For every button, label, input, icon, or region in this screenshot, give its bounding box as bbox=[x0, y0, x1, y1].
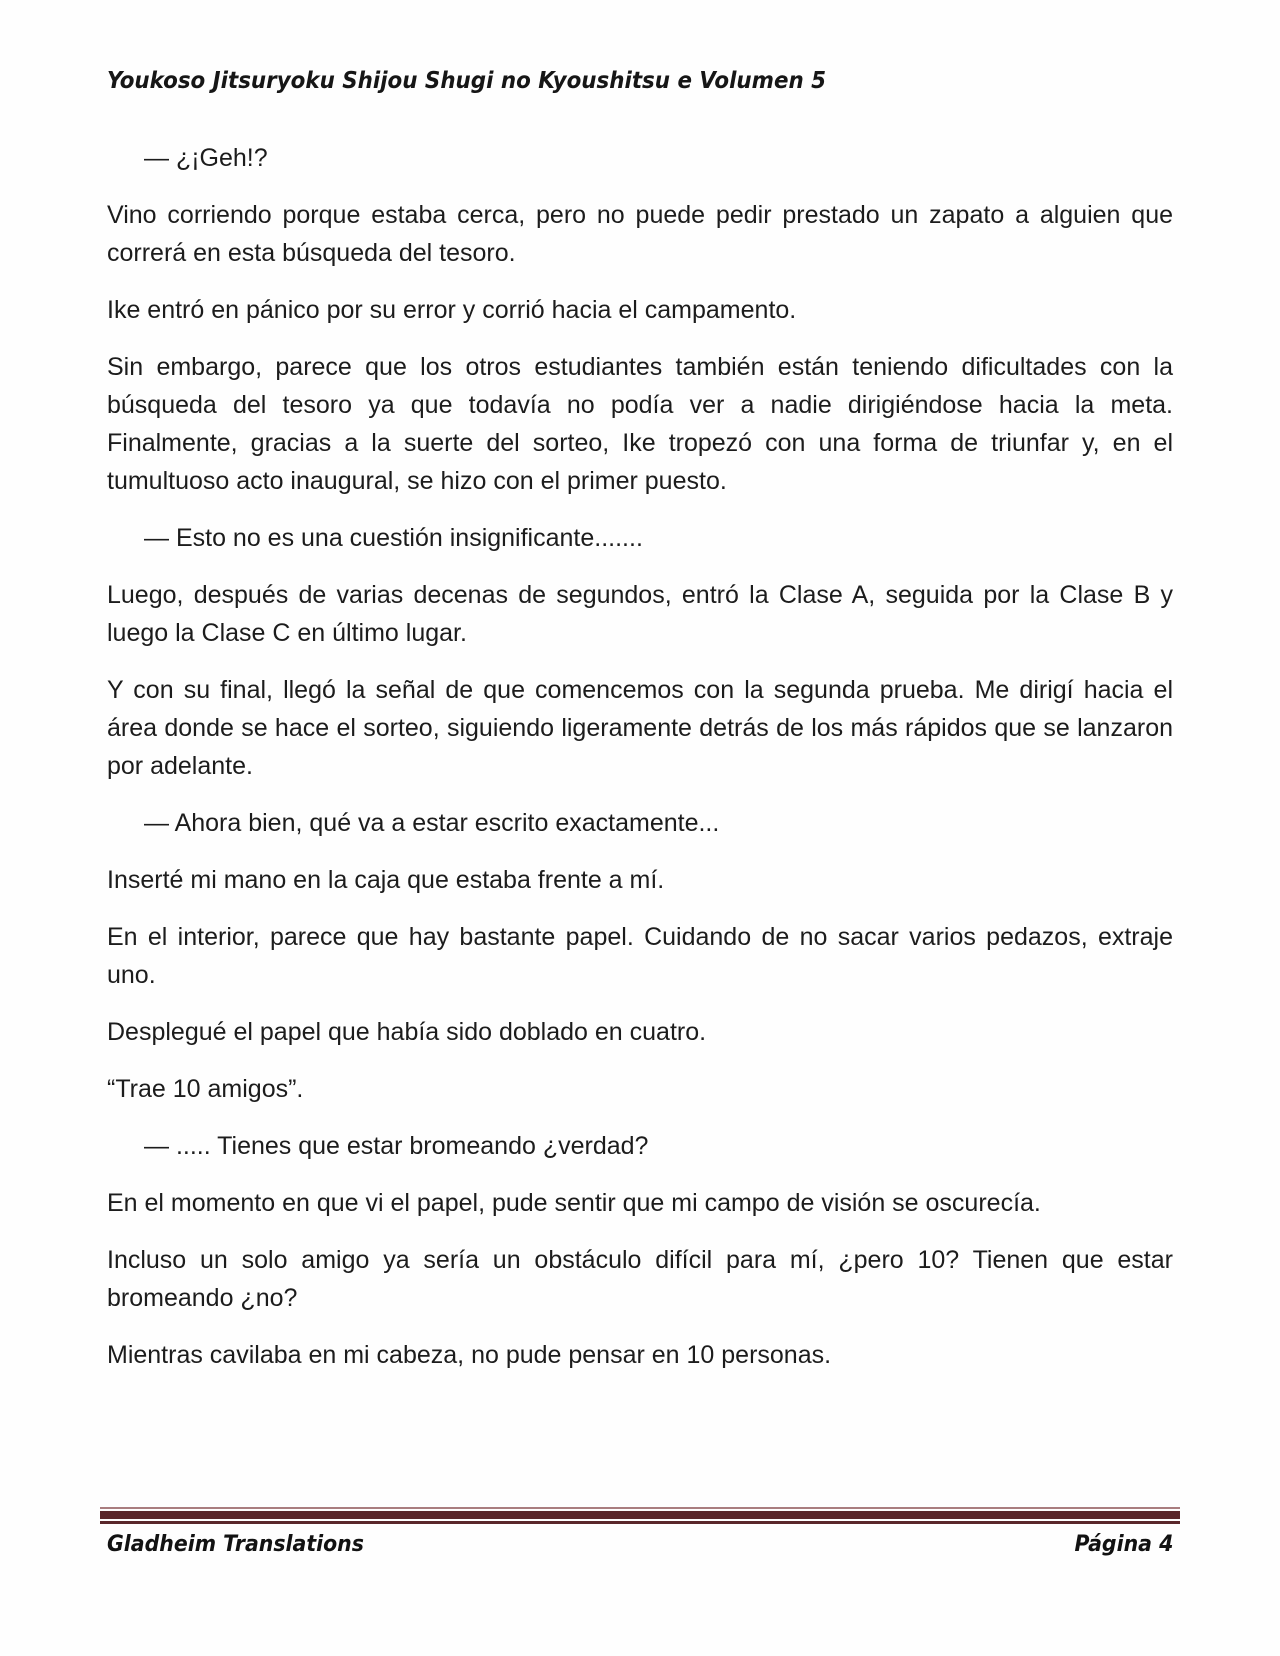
paragraph: — Ahora bien, qué va a estar escrito exactamente... bbox=[144, 809, 720, 837]
paragraph: Y con su final, llegó la señal de que comencemos con la segunda prueba. Me dirigí hacia el área donde se hace el sorteo, siguiendo ligeramente detrás de los más rápidos que se lanzaron por adelante. bbox=[107, 676, 1173, 780]
footer-rule-thin-bottom bbox=[100, 1521, 1180, 1524]
page-header-title: Youkoso Jitsuryoku Shijou Shugi no Kyoushitsu e Volumen 5 bbox=[107, 68, 827, 94]
paragraph: Sin embargo, parece que los otros estudiantes también están teniendo dificultades con la búsqueda del tesoro ya que todavía no podía ver a nadie dirigiéndose hacia la meta. Finalmente, gracias a la suerte del sorteo, Ike tropezó con una forma de triunfar y, en el tumultuoso acto inaugural, se hizo con el primer puesto. bbox=[107, 353, 1173, 495]
footer-rule-thick bbox=[100, 1511, 1180, 1519]
paragraph: Mientras cavilaba en mi cabeza, no pude pensar en 10 personas. bbox=[107, 1341, 832, 1369]
paragraph: — ¿¡Geh!? bbox=[144, 144, 268, 172]
paragraph: Ike entró en pánico por su error y corrió hacia el campamento. bbox=[107, 296, 797, 324]
footer-rule-thin-top bbox=[100, 1507, 1180, 1509]
paragraph: Inserté mi mano en la caja que estaba frente a mí. bbox=[107, 866, 665, 894]
paragraph: Desplegué el papel que había sido doblado en cuatro. bbox=[107, 1018, 707, 1046]
footer-page-number: Página 4 bbox=[1074, 1532, 1173, 1557]
footer-row bbox=[100, 1532, 1180, 1557]
paragraph: Luego, después de varias decenas de segundos, entró la Clase A, seguida por la Clase B y luego la Clase C en último lugar. bbox=[107, 581, 1173, 647]
paragraph: — ..... Tienes que estar bromeando ¿verdad? bbox=[144, 1132, 649, 1160]
paragraph: En el interior, parece que hay bastante papel. Cuidando de no sacar varios pedazos, extraje uno. bbox=[107, 923, 1173, 989]
paragraph: En el momento en que vi el papel, pude sentir que mi campo de visión se oscurecía. bbox=[107, 1189, 1041, 1217]
page-footer bbox=[100, 1507, 1180, 1557]
footer-translator-credit: Gladheim Translations bbox=[107, 1532, 364, 1557]
footer-rule bbox=[100, 1507, 1180, 1524]
paragraph: Incluso un solo amigo ya sería un obstáculo difícil para mí, ¿pero 10? Tienen que estar bromeando ¿no? bbox=[107, 1246, 1173, 1312]
paragraph: “Trae 10 amigos”. bbox=[107, 1075, 304, 1103]
paragraph: Vino corriendo porque estaba cerca, pero no puede pedir prestado un zapato a alguien que correrá en esta búsqueda del tesoro. bbox=[107, 201, 1173, 267]
paragraphs bbox=[107, 139, 1173, 1393]
paragraph: — Esto no es una cuestión insignificante....... bbox=[144, 524, 643, 552]
